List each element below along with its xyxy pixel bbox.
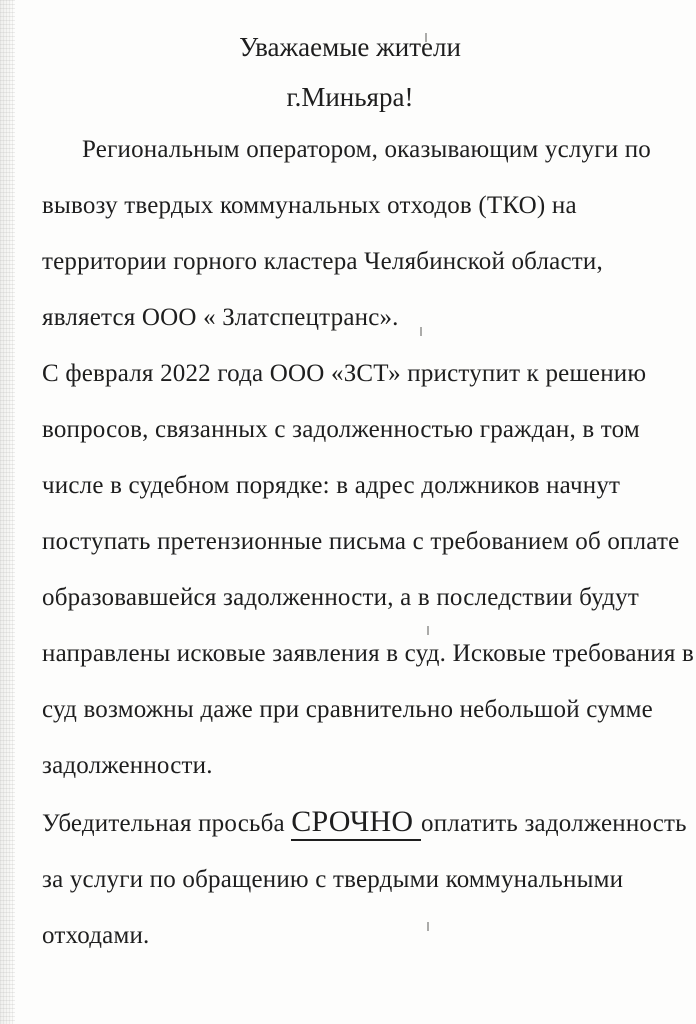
text-line: числе в судебном порядке: в адрес должников начнут xyxy=(42,472,621,499)
heading-line-1: Уважаемые жители xyxy=(239,32,461,62)
text-line: направлены исковые заявления в суд. Исковые требования в xyxy=(42,640,694,667)
urgent-line-prefix: Убедительная просьба xyxy=(42,810,292,837)
text-line: вывозу твердых коммунальных отходов (ТКО) на xyxy=(42,192,577,219)
text-line: за услуги по обращению с твердыми коммунальными xyxy=(42,866,624,893)
letter-content xyxy=(42,22,694,964)
heading-line-2: г.Миньяра! xyxy=(286,82,414,112)
letter-heading xyxy=(42,22,658,122)
text-line: Региональным оператором, оказывающим услуги по xyxy=(82,136,652,163)
text-line-urgent xyxy=(42,794,687,852)
text-line: задолженности. xyxy=(42,752,213,779)
urgent-word-underlined: СРОЧНО xyxy=(291,805,421,841)
text-line: территории горного кластера Челябинской области, xyxy=(42,248,603,275)
text-line: поступать претензионные письма с требованием об оплате xyxy=(42,528,680,555)
text-line: является ООО « Златспецтранс». xyxy=(42,304,399,331)
text-line: С февраля 2022 года ООО «ЗСТ» приступит к решению xyxy=(42,360,647,387)
urgent-line-suffix: оплатить задолженность xyxy=(421,810,687,837)
text-line: образовавшейся задолженности, а в последствии будут xyxy=(42,584,639,611)
text-line: суд возможны даже при сравнительно небольшой сумме xyxy=(42,696,653,723)
text-line: вопросов, связанных с задолженностью граждан, в том xyxy=(42,416,640,443)
scan-edge-noise xyxy=(0,0,15,1024)
text-line: отходами. xyxy=(42,922,150,949)
